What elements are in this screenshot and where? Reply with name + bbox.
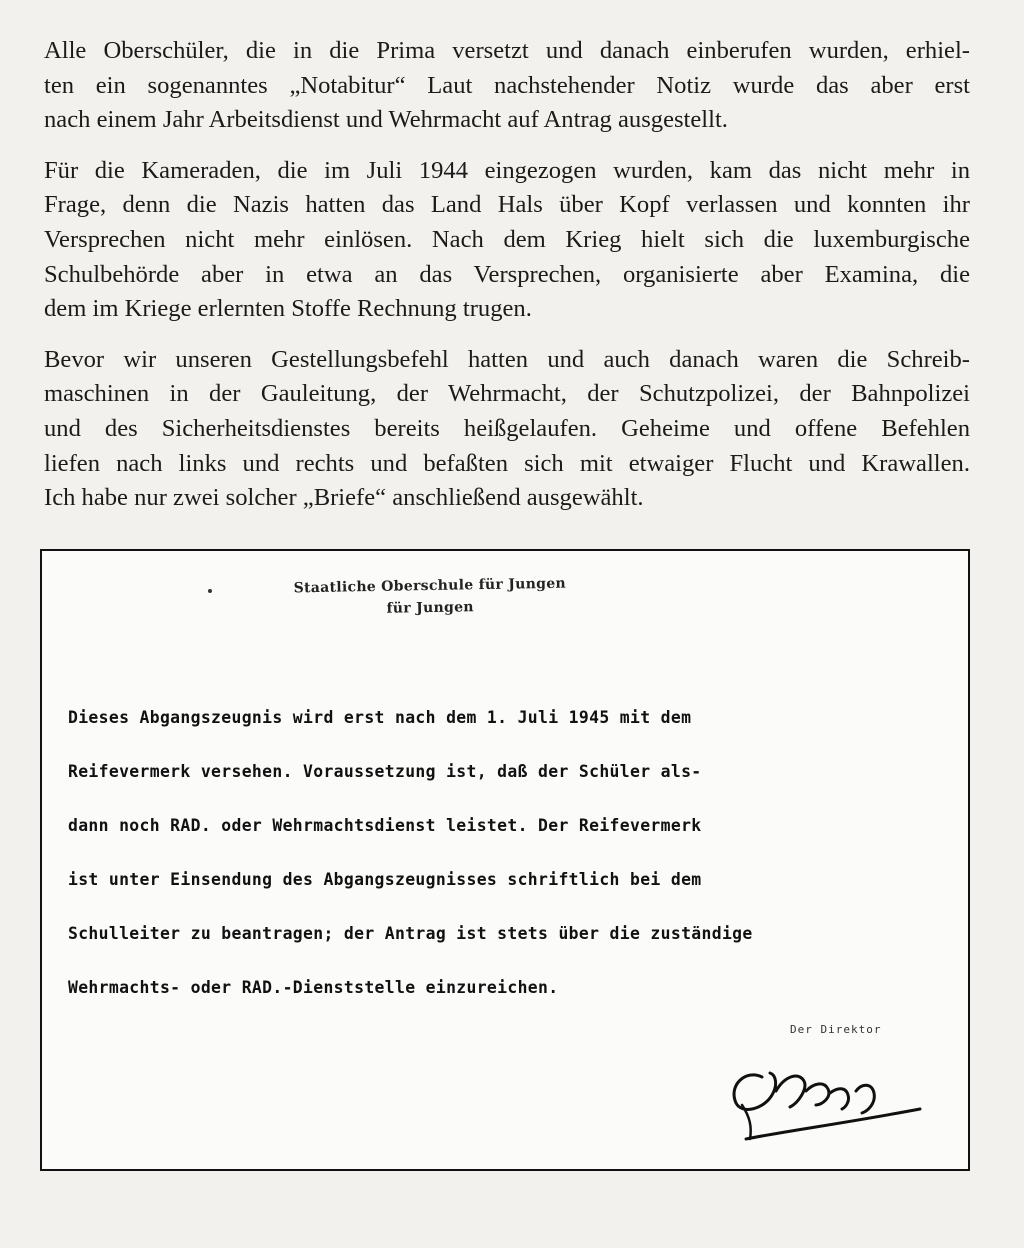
stamp-line-1: Staatliche Oberschule für Jungen — [293, 575, 567, 597]
typed-line: Reifevermerk versehen. Voraussetzung ist, daß der Schüler als- — [68, 762, 702, 781]
typed-line: Dieses Abgangszeugnis wird erst nach dem 1. Juli 1945 mit dem — [68, 708, 692, 727]
paragraph-kameraden — [44, 154, 970, 327]
typed-line: Wehrmachts- oder RAD.-Dienststelle einzureichen. — [68, 978, 559, 997]
typed-notice — [68, 703, 958, 1027]
text-line: Frage, denn die Nazis hatten das Land Hals über Kopf verlassen und konnten ihr — [44, 191, 970, 219]
paragraph-gestellungsbefehl — [44, 343, 970, 516]
text-line: nach einem Jahr Arbeitsdienst und Wehrmacht auf Antrag ausgestellt. — [44, 106, 728, 134]
stamp-line-2: für Jungen — [386, 599, 474, 617]
page-body-text — [44, 34, 970, 532]
scanned-document — [40, 549, 970, 1171]
text-line: ten ein sogenanntes „Notabitur“ Laut nachstehender Notiz wurde das aber erst — [44, 71, 970, 99]
text-line: Ich habe nur zwei solcher „Briefe“ anschließend ausgewählt. — [44, 484, 644, 512]
handwritten-signature — [706, 1047, 926, 1147]
text-line: liefen nach links und rechts und befaßten sich mit etwaiger Flucht und Krawallen. — [44, 449, 970, 477]
typed-line: dann noch RAD. oder Wehrmachtsdienst leistet. Der Reifevermerk — [68, 816, 702, 835]
typed-line: ist unter Einsendung des Abgangszeugnisses schriftlich bei dem — [68, 870, 702, 889]
text-line: Für die Kameraden, die im Juli 1944 eingezogen wurden, kam das nicht mehr in — [44, 156, 970, 184]
text-line: und des Sicherheitsdienstes bereits heißgelaufen. Geheime und offene Befehlen — [44, 414, 970, 442]
signature-label: Der Direktor — [790, 1023, 882, 1036]
paragraph-notabitur — [44, 34, 970, 138]
text-line: maschinen in der Gauleitung, der Wehrmacht, der Schutzpolizei, der Bahnpolizei — [44, 380, 970, 408]
text-line: dem im Kriege erlernten Stoffe Rechnung trugen. — [44, 295, 532, 323]
text-line: Bevor wir unseren Gestellungsbefehl hatten und auch danach waren die Schreib- — [44, 345, 970, 373]
school-stamp-header — [280, 572, 581, 621]
typed-line: Schulleiter zu beantragen; der Antrag ist stets über die zuständige — [68, 924, 753, 943]
text-line: Schulbehörde aber in etwa an das Versprechen, organisierte aber Examina, die — [44, 260, 970, 288]
ink-dot — [208, 589, 212, 593]
text-line: Versprechen nicht mehr einlösen. Nach dem Krieg hielt sich die luxemburgische — [44, 225, 970, 253]
text-line: Alle Oberschüler, die in die Prima versetzt und danach einberufen wurden, erhiel- — [44, 37, 970, 64]
